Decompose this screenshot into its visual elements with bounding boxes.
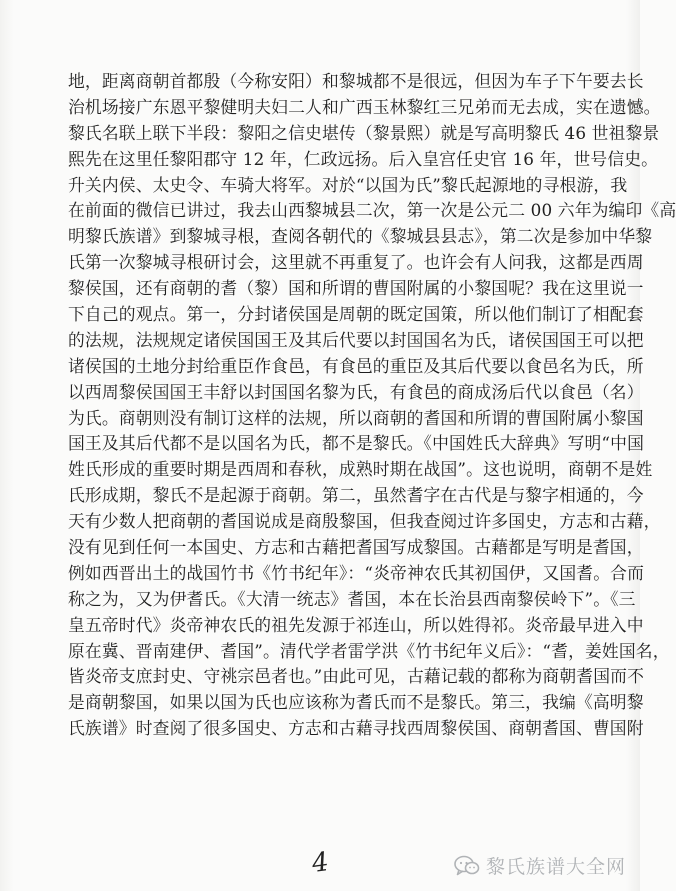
text-line: 熙先在这里任黎阳郡守 12 年，仁政远扬。后入皇宫任史官 16 年，世号信史。 xyxy=(68,148,659,169)
text-line: 姓氏形成的重要时期是西周和春秋，成熟时期在战国”。这也说明，商朝不是姓 xyxy=(68,459,653,480)
text-line: 氏形成期，黎氏不是起源于商朝。第二，虽然耆字在古代是与黎字相通的，今 xyxy=(68,485,644,506)
text-line: 下自己的观点。第一，分封诸侯国是周朝的既定国策，所以他们制订了相配套 xyxy=(68,304,644,325)
text-line: 是商朝黎国，如果以国为氏也应该称为耆氏而不是黎氏。第三，我编《高明黎 xyxy=(68,692,644,713)
text-line: 氏第一次黎城寻根研讨会，这里就不再重复了。也许会有人问我，这都是西周 xyxy=(68,252,644,273)
text-line: 地，距离商朝首都殷（今称安阳）和黎城都不是很远，但因为车子下午要去长 xyxy=(68,71,644,91)
watermark xyxy=(454,852,626,879)
text-line: 称之为，又为伊耆氏。《大清一统志》耆国，本在长治县西南黎侯岭下”。《三 xyxy=(68,588,636,609)
text-line: 治机场接广东恩平黎健明夫妇二人和广西玉林黎红三兄弟而无去成，实在遗憾。 xyxy=(68,96,661,117)
text-line: 以西周黎侯国国王丰舒以封国国名黎为氏，有食邑的商成汤后代以食邑（名） xyxy=(68,381,644,402)
text-line: 明黎氏族谱》到黎城寻根，查阅各朝代的《黎城县县志》，第二次是参加中华黎 xyxy=(68,226,653,247)
body-text xyxy=(68,69,676,742)
watermark-text: 黎氏族谱大全网 xyxy=(485,856,626,878)
text-line: 天有少数人把商朝的耆国说成是商殷黎国，但我查阅过许多国史，方志和古藉， xyxy=(68,511,661,532)
text-line: 皇五帝时代》炎帝神农氏的祖先发源于祁连山，所以姓得祁。炎帝最早进入中 xyxy=(68,614,644,635)
text-line: 的法规，法规规定诸侯国国王及其后代要以封国国名为氏，诸侯国国王可以把 xyxy=(68,329,644,350)
text-line: 国王及其后代都不是以国名为氏，都不是黎氏。《中国姓氏大辞典》写明“中国 xyxy=(68,433,644,454)
text-line: 为氏。商朝则没有制订这样的法规，所以商朝的耆国和所谓的曹国附属小黎国 xyxy=(68,407,644,428)
page-number: 4 xyxy=(309,846,331,880)
text-line: 例如西晋出土的战国竹书《竹书纪年》：“炎帝神农氏其初国伊，又国耆。合而 xyxy=(68,562,644,583)
text-line: 氏族谱》时查阅了很多国史、方志和古藉寻找西周黎侯国、商朝耆国、曹国附 xyxy=(68,718,644,739)
text-line: 没有见到任何一本国史、方志和古藉把耆国写成黎国。古藉都是写明是耆国， xyxy=(68,537,644,558)
text-line: 在前面的微信已讲过，我去山西黎城县二次，第一次是公元二 00 六年为编印《高 xyxy=(68,200,676,221)
text-line: 黎氏名联上联下半段：黎阳之信史堪传（黎景熙）就是写高明黎氏 46 世祖黎景 xyxy=(68,122,660,143)
chat-bubble-icon xyxy=(454,855,480,877)
text-line: 升关内侯、太史令、车骑大将军。对於“以国为氏”黎氏起源地的寻根游，我 xyxy=(68,174,628,195)
text-line: 皆炎帝支庶封史、守祧宗邑者也。”由此可见，古藉记载的都称为商朝耆国而不 xyxy=(68,666,644,687)
text-line: 原在冀、晋南建伊、耆国”。清代学者雷学洪《竹书纪年义后》：“耆，姜姓国名， xyxy=(68,640,670,661)
text-line: 诸侯国的土地分封给重臣作食邑，有食邑的重臣及其后代要以食邑名为氏，所 xyxy=(68,355,644,376)
text-line: 黎侯国，还有商朝的耆（黎）国和所谓的曹国附属的小黎国呢？我在这里说一 xyxy=(68,278,644,299)
